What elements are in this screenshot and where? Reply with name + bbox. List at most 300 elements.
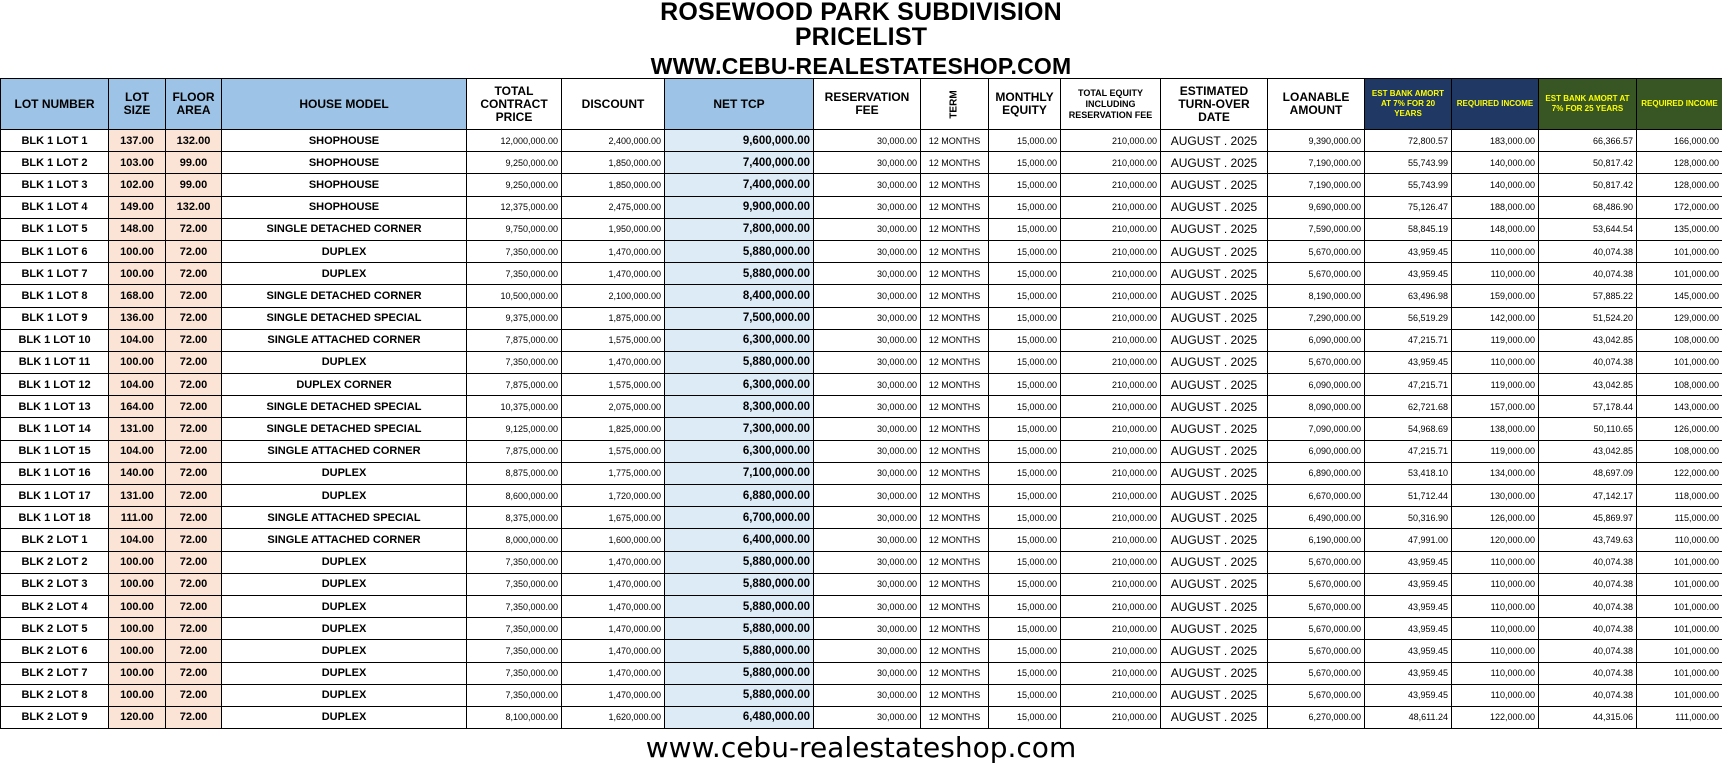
required-income-20-cell: 134,000.00 bbox=[1452, 462, 1539, 484]
header-total-equity: TOTAL EQUITY INCLUDING RESERVATION FEE bbox=[1061, 79, 1161, 130]
amort-25-years-cell: 50,817.42 bbox=[1539, 174, 1637, 196]
turnover-date-cell: AUGUST . 2025 bbox=[1161, 507, 1268, 529]
total-contract-price-cell: 8,100,000.00 bbox=[467, 706, 562, 728]
turnover-date-cell: AUGUST . 2025 bbox=[1161, 662, 1268, 684]
discount-cell: 1,720,000.00 bbox=[562, 485, 665, 507]
amort-20-years-cell: 58,845.19 bbox=[1365, 218, 1452, 240]
subdivision-title: ROSEWOOD PARK SUBDIVISION bbox=[660, 0, 1062, 26]
amort-20-years-cell: 43,959.45 bbox=[1365, 351, 1452, 373]
term-cell: 12 MONTHS bbox=[921, 529, 989, 551]
net-tcp-cell: 6,700,000.00 bbox=[665, 507, 814, 529]
total-contract-price-cell: 10,375,000.00 bbox=[467, 396, 562, 418]
total-equity-cell: 210,000.00 bbox=[1061, 662, 1161, 684]
lot-number-cell: BLK 2 LOT 8 bbox=[1, 684, 109, 706]
required-income-20-cell: 110,000.00 bbox=[1452, 640, 1539, 662]
total-contract-price-cell: 8,600,000.00 bbox=[467, 485, 562, 507]
table-row bbox=[1, 573, 1722, 595]
turnover-date-cell: AUGUST . 2025 bbox=[1161, 396, 1268, 418]
table-row bbox=[1, 706, 1722, 728]
discount-cell: 1,470,000.00 bbox=[562, 551, 665, 573]
total-contract-price-cell: 12,000,000.00 bbox=[467, 130, 562, 152]
total-equity-cell: 210,000.00 bbox=[1061, 240, 1161, 262]
pricelist-title: PRICELIST bbox=[794, 23, 928, 51]
header-required-income-20: REQUIRED INCOME bbox=[1452, 79, 1539, 130]
lot-number-cell: BLK 2 LOT 6 bbox=[1, 640, 109, 662]
floor-area-cell: 72.00 bbox=[166, 684, 222, 706]
net-tcp-cell: 5,880,000.00 bbox=[665, 640, 814, 662]
term-cell: 12 MONTHS bbox=[921, 351, 989, 373]
loanable-amount-cell: 9,690,000.00 bbox=[1268, 196, 1365, 218]
header-net-tcp: NET TCP bbox=[665, 79, 814, 130]
total-equity-cell: 210,000.00 bbox=[1061, 418, 1161, 440]
total-contract-price-cell: 8,875,000.00 bbox=[467, 462, 562, 484]
table-row bbox=[1, 218, 1722, 240]
total-equity-cell: 210,000.00 bbox=[1061, 595, 1161, 617]
amort-20-years-cell: 43,959.45 bbox=[1365, 551, 1452, 573]
discount-cell: 1,950,000.00 bbox=[562, 218, 665, 240]
turnover-date-cell: AUGUST . 2025 bbox=[1161, 263, 1268, 285]
required-income-20-cell: 110,000.00 bbox=[1452, 351, 1539, 373]
total-equity-cell: 210,000.00 bbox=[1061, 174, 1161, 196]
amort-20-years-cell: 48,611.24 bbox=[1365, 706, 1452, 728]
lot-number-cell: BLK 1 LOT 2 bbox=[1, 152, 109, 174]
discount-cell: 2,100,000.00 bbox=[562, 285, 665, 307]
lot-number-cell: BLK 1 LOT 10 bbox=[1, 329, 109, 351]
monthly-equity-cell: 15,000.00 bbox=[989, 595, 1061, 617]
total-contract-price-cell: 9,125,000.00 bbox=[467, 418, 562, 440]
reservation-fee-cell: 30,000.00 bbox=[814, 462, 921, 484]
floor-area-cell: 72.00 bbox=[166, 218, 222, 240]
net-tcp-cell: 7,400,000.00 bbox=[665, 174, 814, 196]
turnover-date-cell: AUGUST . 2025 bbox=[1161, 618, 1268, 640]
lot-number-cell: BLK 1 LOT 11 bbox=[1, 351, 109, 373]
lot-number-cell: BLK 2 LOT 1 bbox=[1, 529, 109, 551]
discount-cell: 1,470,000.00 bbox=[562, 263, 665, 285]
header-discount: DISCOUNT bbox=[562, 79, 665, 130]
amort-20-years-cell: 47,215.71 bbox=[1365, 329, 1452, 351]
total-equity-cell: 210,000.00 bbox=[1061, 396, 1161, 418]
header-monthly-equity: MONTHLY EQUITY bbox=[989, 79, 1061, 130]
discount-cell: 2,400,000.00 bbox=[562, 130, 665, 152]
monthly-equity-cell: 15,000.00 bbox=[989, 285, 1061, 307]
turnover-date-cell: AUGUST . 2025 bbox=[1161, 218, 1268, 240]
required-income-25-cell: 166,000.00 bbox=[1637, 130, 1722, 152]
house-model-cell: SINGLE DETACHED SPECIAL bbox=[222, 396, 467, 418]
lot-size-cell: 100.00 bbox=[109, 263, 166, 285]
amort-25-years-cell: 47,142.17 bbox=[1539, 485, 1637, 507]
turnover-date-cell: AUGUST . 2025 bbox=[1161, 462, 1268, 484]
amort-25-years-cell: 48,697.09 bbox=[1539, 462, 1637, 484]
turnover-date-cell: AUGUST . 2025 bbox=[1161, 152, 1268, 174]
required-income-20-cell: 110,000.00 bbox=[1452, 595, 1539, 617]
header-total-contract-price: TOTAL CONTRACT PRICE bbox=[467, 79, 562, 130]
house-model-cell: SINGLE DETACHED SPECIAL bbox=[222, 418, 467, 440]
total-contract-price-cell: 9,375,000.00 bbox=[467, 307, 562, 329]
reservation-fee-cell: 30,000.00 bbox=[814, 396, 921, 418]
loanable-amount-cell: 5,670,000.00 bbox=[1268, 684, 1365, 706]
net-tcp-cell: 5,880,000.00 bbox=[665, 595, 814, 617]
reservation-fee-cell: 30,000.00 bbox=[814, 218, 921, 240]
table-row bbox=[1, 462, 1722, 484]
discount-cell: 1,600,000.00 bbox=[562, 529, 665, 551]
discount-cell: 1,575,000.00 bbox=[562, 374, 665, 396]
amort-20-years-cell: 43,959.45 bbox=[1365, 640, 1452, 662]
required-income-20-cell: 119,000.00 bbox=[1452, 440, 1539, 462]
amort-25-years-cell: 66,366.57 bbox=[1539, 130, 1637, 152]
table-row bbox=[1, 174, 1722, 196]
total-equity-cell: 210,000.00 bbox=[1061, 285, 1161, 307]
total-equity-cell: 210,000.00 bbox=[1061, 706, 1161, 728]
required-income-25-cell: 145,000.00 bbox=[1637, 285, 1722, 307]
table-row bbox=[1, 551, 1722, 573]
monthly-equity-cell: 15,000.00 bbox=[989, 618, 1061, 640]
lot-size-cell: 100.00 bbox=[109, 351, 166, 373]
header-turnover-date: ESTIMATED TURN-OVER DATE bbox=[1161, 79, 1268, 130]
loanable-amount-cell: 5,670,000.00 bbox=[1268, 595, 1365, 617]
pricelist-table bbox=[0, 78, 1722, 729]
required-income-25-cell: 101,000.00 bbox=[1637, 573, 1722, 595]
table-header bbox=[1, 79, 1722, 130]
required-income-25-cell: 101,000.00 bbox=[1637, 240, 1722, 262]
term-cell: 12 MONTHS bbox=[921, 374, 989, 396]
lot-size-cell: 104.00 bbox=[109, 329, 166, 351]
amort-25-years-cell: 53,644.54 bbox=[1539, 218, 1637, 240]
lot-number-cell: BLK 1 LOT 13 bbox=[1, 396, 109, 418]
table-row bbox=[1, 130, 1722, 152]
house-model-cell: SINGLE ATTACHED SPECIAL bbox=[222, 507, 467, 529]
table-row bbox=[1, 396, 1722, 418]
lot-number-cell: BLK 1 LOT 1 bbox=[1, 130, 109, 152]
term-cell: 12 MONTHS bbox=[921, 640, 989, 662]
lot-size-cell: 104.00 bbox=[109, 374, 166, 396]
table-row bbox=[1, 329, 1722, 351]
loanable-amount-cell: 5,670,000.00 bbox=[1268, 240, 1365, 262]
discount-cell: 1,575,000.00 bbox=[562, 329, 665, 351]
header-reservation-fee: RESERVATION FEE bbox=[814, 79, 921, 130]
net-tcp-cell: 7,800,000.00 bbox=[665, 218, 814, 240]
total-contract-price-cell: 7,350,000.00 bbox=[467, 684, 562, 706]
term-cell: 12 MONTHS bbox=[921, 462, 989, 484]
loanable-amount-cell: 6,090,000.00 bbox=[1268, 329, 1365, 351]
monthly-equity-cell: 15,000.00 bbox=[989, 351, 1061, 373]
amort-25-years-cell: 43,042.85 bbox=[1539, 374, 1637, 396]
reservation-fee-cell: 30,000.00 bbox=[814, 507, 921, 529]
lot-size-cell: 120.00 bbox=[109, 706, 166, 728]
lot-size-cell: 131.00 bbox=[109, 418, 166, 440]
total-contract-price-cell: 12,375,000.00 bbox=[467, 196, 562, 218]
loanable-amount-cell: 5,670,000.00 bbox=[1268, 618, 1365, 640]
table-row bbox=[1, 263, 1722, 285]
reservation-fee-cell: 30,000.00 bbox=[814, 240, 921, 262]
floor-area-cell: 132.00 bbox=[166, 130, 222, 152]
loanable-amount-cell: 6,670,000.00 bbox=[1268, 485, 1365, 507]
amort-25-years-cell: 51,524.20 bbox=[1539, 307, 1637, 329]
table-row bbox=[1, 240, 1722, 262]
monthly-equity-cell: 15,000.00 bbox=[989, 130, 1061, 152]
reservation-fee-cell: 30,000.00 bbox=[814, 640, 921, 662]
required-income-20-cell: 140,000.00 bbox=[1452, 152, 1539, 174]
total-equity-cell: 210,000.00 bbox=[1061, 152, 1161, 174]
house-model-cell: SHOPHOUSE bbox=[222, 196, 467, 218]
total-equity-cell: 210,000.00 bbox=[1061, 374, 1161, 396]
total-equity-cell: 210,000.00 bbox=[1061, 618, 1161, 640]
table-row bbox=[1, 440, 1722, 462]
monthly-equity-cell: 15,000.00 bbox=[989, 174, 1061, 196]
discount-cell: 1,675,000.00 bbox=[562, 507, 665, 529]
loanable-amount-cell: 8,090,000.00 bbox=[1268, 396, 1365, 418]
floor-area-cell: 72.00 bbox=[166, 462, 222, 484]
header-loanable-amount: LOANABLE AMOUNT bbox=[1268, 79, 1365, 130]
required-income-20-cell: 110,000.00 bbox=[1452, 573, 1539, 595]
lot-size-cell: 104.00 bbox=[109, 440, 166, 462]
net-tcp-cell: 6,300,000.00 bbox=[665, 374, 814, 396]
floor-area-cell: 72.00 bbox=[166, 440, 222, 462]
monthly-equity-cell: 15,000.00 bbox=[989, 374, 1061, 396]
amort-20-years-cell: 50,316.90 bbox=[1365, 507, 1452, 529]
floor-area-cell: 72.00 bbox=[166, 573, 222, 595]
total-contract-price-cell: 7,350,000.00 bbox=[467, 240, 562, 262]
term-cell: 12 MONTHS bbox=[921, 285, 989, 307]
required-income-25-cell: 110,000.00 bbox=[1637, 529, 1722, 551]
total-equity-cell: 210,000.00 bbox=[1061, 329, 1161, 351]
net-tcp-cell: 6,300,000.00 bbox=[665, 329, 814, 351]
term-cell: 12 MONTHS bbox=[921, 507, 989, 529]
term-cell: 12 MONTHS bbox=[921, 418, 989, 440]
header-house-model: HOUSE MODEL bbox=[222, 79, 467, 130]
amort-20-years-cell: 43,959.45 bbox=[1365, 618, 1452, 640]
reservation-fee-cell: 30,000.00 bbox=[814, 618, 921, 640]
required-income-25-cell: 143,000.00 bbox=[1637, 396, 1722, 418]
floor-area-cell: 72.00 bbox=[166, 263, 222, 285]
amort-25-years-cell: 50,817.42 bbox=[1539, 152, 1637, 174]
amort-25-years-cell: 57,178.44 bbox=[1539, 396, 1637, 418]
turnover-date-cell: AUGUST . 2025 bbox=[1161, 329, 1268, 351]
discount-cell: 1,850,000.00 bbox=[562, 152, 665, 174]
discount-cell: 1,775,000.00 bbox=[562, 462, 665, 484]
title-block bbox=[0, 0, 1722, 78]
lot-number-cell: BLK 1 LOT 3 bbox=[1, 174, 109, 196]
lot-number-cell: BLK 1 LOT 6 bbox=[1, 240, 109, 262]
required-income-20-cell: 120,000.00 bbox=[1452, 529, 1539, 551]
term-cell: 12 MONTHS bbox=[921, 130, 989, 152]
required-income-25-cell: 101,000.00 bbox=[1637, 684, 1722, 706]
required-income-20-cell: 130,000.00 bbox=[1452, 485, 1539, 507]
loanable-amount-cell: 5,670,000.00 bbox=[1268, 640, 1365, 662]
required-income-20-cell: 110,000.00 bbox=[1452, 263, 1539, 285]
total-contract-price-cell: 9,250,000.00 bbox=[467, 174, 562, 196]
required-income-25-cell: 111,000.00 bbox=[1637, 706, 1722, 728]
house-model-cell: DUPLEX bbox=[222, 640, 467, 662]
total-equity-cell: 210,000.00 bbox=[1061, 573, 1161, 595]
lot-size-cell: 100.00 bbox=[109, 662, 166, 684]
floor-area-cell: 72.00 bbox=[166, 551, 222, 573]
floor-area-cell: 72.00 bbox=[166, 618, 222, 640]
amort-25-years-cell: 40,074.38 bbox=[1539, 684, 1637, 706]
monthly-equity-cell: 15,000.00 bbox=[989, 307, 1061, 329]
lot-size-cell: 102.00 bbox=[109, 174, 166, 196]
lot-size-cell: 100.00 bbox=[109, 640, 166, 662]
turnover-date-cell: AUGUST . 2025 bbox=[1161, 551, 1268, 573]
term-cell: 12 MONTHS bbox=[921, 329, 989, 351]
header-row bbox=[1, 79, 1722, 130]
monthly-equity-cell: 15,000.00 bbox=[989, 706, 1061, 728]
table-row bbox=[1, 507, 1722, 529]
turnover-date-cell: AUGUST . 2025 bbox=[1161, 529, 1268, 551]
loanable-amount-cell: 6,270,000.00 bbox=[1268, 706, 1365, 728]
amort-20-years-cell: 43,959.45 bbox=[1365, 263, 1452, 285]
monthly-equity-cell: 15,000.00 bbox=[989, 196, 1061, 218]
total-equity-cell: 210,000.00 bbox=[1061, 440, 1161, 462]
total-contract-price-cell: 7,350,000.00 bbox=[467, 595, 562, 617]
lot-number-cell: BLK 1 LOT 7 bbox=[1, 263, 109, 285]
table-row bbox=[1, 595, 1722, 617]
required-income-20-cell: 110,000.00 bbox=[1452, 551, 1539, 573]
house-model-cell: DUPLEX bbox=[222, 263, 467, 285]
floor-area-cell: 72.00 bbox=[166, 307, 222, 329]
total-equity-cell: 210,000.00 bbox=[1061, 351, 1161, 373]
turnover-date-cell: AUGUST . 2025 bbox=[1161, 418, 1268, 440]
lot-number-cell: BLK 1 LOT 9 bbox=[1, 307, 109, 329]
turnover-date-cell: AUGUST . 2025 bbox=[1161, 196, 1268, 218]
monthly-equity-cell: 15,000.00 bbox=[989, 440, 1061, 462]
total-equity-cell: 210,000.00 bbox=[1061, 263, 1161, 285]
reservation-fee-cell: 30,000.00 bbox=[814, 418, 921, 440]
turnover-date-cell: AUGUST . 2025 bbox=[1161, 595, 1268, 617]
term-cell: 12 MONTHS bbox=[921, 618, 989, 640]
lot-number-cell: BLK 1 LOT 18 bbox=[1, 507, 109, 529]
header-lot-size: LOT SIZE bbox=[109, 79, 166, 130]
amort-20-years-cell: 62,721.68 bbox=[1365, 396, 1452, 418]
total-contract-price-cell: 7,350,000.00 bbox=[467, 551, 562, 573]
amort-20-years-cell: 47,215.71 bbox=[1365, 440, 1452, 462]
lot-size-cell: 100.00 bbox=[109, 618, 166, 640]
turnover-date-cell: AUGUST . 2025 bbox=[1161, 240, 1268, 262]
amort-25-years-cell: 44,315.06 bbox=[1539, 706, 1637, 728]
reservation-fee-cell: 30,000.00 bbox=[814, 684, 921, 706]
house-model-cell: SHOPHOUSE bbox=[222, 174, 467, 196]
reservation-fee-cell: 30,000.00 bbox=[814, 573, 921, 595]
amort-25-years-cell: 57,885.22 bbox=[1539, 285, 1637, 307]
net-tcp-cell: 6,880,000.00 bbox=[665, 485, 814, 507]
required-income-25-cell: 115,000.00 bbox=[1637, 507, 1722, 529]
table-row bbox=[1, 152, 1722, 174]
lot-size-cell: 111.00 bbox=[109, 507, 166, 529]
term-cell: 12 MONTHS bbox=[921, 263, 989, 285]
term-cell: 12 MONTHS bbox=[921, 684, 989, 706]
reservation-fee-cell: 30,000.00 bbox=[814, 595, 921, 617]
loanable-amount-cell: 7,190,000.00 bbox=[1268, 152, 1365, 174]
loanable-amount-cell: 7,090,000.00 bbox=[1268, 418, 1365, 440]
discount-cell: 1,470,000.00 bbox=[562, 573, 665, 595]
total-contract-price-cell: 9,250,000.00 bbox=[467, 152, 562, 174]
monthly-equity-cell: 15,000.00 bbox=[989, 152, 1061, 174]
required-income-25-cell: 118,000.00 bbox=[1637, 485, 1722, 507]
floor-area-cell: 72.00 bbox=[166, 706, 222, 728]
reservation-fee-cell: 30,000.00 bbox=[814, 196, 921, 218]
turnover-date-cell: AUGUST . 2025 bbox=[1161, 706, 1268, 728]
reservation-fee-cell: 30,000.00 bbox=[814, 374, 921, 396]
header-amort-20-years: EST BANK AMORT AT 7% FOR 20 YEARS bbox=[1365, 79, 1452, 130]
reservation-fee-cell: 30,000.00 bbox=[814, 706, 921, 728]
required-income-20-cell: 142,000.00 bbox=[1452, 307, 1539, 329]
footer-url: www.cebu-realestateshop.com bbox=[645, 731, 1077, 764]
floor-area-cell: 72.00 bbox=[166, 351, 222, 373]
website-title: WWW.CEBU-REALESTATESHOP.COM bbox=[650, 53, 1072, 79]
total-contract-price-cell: 8,000,000.00 bbox=[467, 529, 562, 551]
required-income-25-cell: 101,000.00 bbox=[1637, 640, 1722, 662]
total-equity-cell: 210,000.00 bbox=[1061, 684, 1161, 706]
net-tcp-cell: 5,880,000.00 bbox=[665, 662, 814, 684]
table-row bbox=[1, 374, 1722, 396]
reservation-fee-cell: 30,000.00 bbox=[814, 351, 921, 373]
amort-20-years-cell: 55,743.99 bbox=[1365, 152, 1452, 174]
reservation-fee-cell: 30,000.00 bbox=[814, 285, 921, 307]
total-contract-price-cell: 10,500,000.00 bbox=[467, 285, 562, 307]
monthly-equity-cell: 15,000.00 bbox=[989, 240, 1061, 262]
lot-number-cell: BLK 1 LOT 4 bbox=[1, 196, 109, 218]
required-income-25-cell: 108,000.00 bbox=[1637, 374, 1722, 396]
amort-25-years-cell: 40,074.38 bbox=[1539, 640, 1637, 662]
required-income-25-cell: 101,000.00 bbox=[1637, 263, 1722, 285]
term-cell: 12 MONTHS bbox=[921, 595, 989, 617]
house-model-cell: DUPLEX bbox=[222, 662, 467, 684]
required-income-25-cell: 101,000.00 bbox=[1637, 351, 1722, 373]
floor-area-cell: 72.00 bbox=[166, 507, 222, 529]
net-tcp-cell: 7,400,000.00 bbox=[665, 152, 814, 174]
lot-size-cell: 164.00 bbox=[109, 396, 166, 418]
lot-size-cell: 100.00 bbox=[109, 684, 166, 706]
discount-cell: 1,470,000.00 bbox=[562, 240, 665, 262]
required-income-25-cell: 101,000.00 bbox=[1637, 595, 1722, 617]
lot-number-cell: BLK 1 LOT 8 bbox=[1, 285, 109, 307]
required-income-20-cell: 157,000.00 bbox=[1452, 396, 1539, 418]
loanable-amount-cell: 8,190,000.00 bbox=[1268, 285, 1365, 307]
loanable-amount-cell: 5,670,000.00 bbox=[1268, 263, 1365, 285]
discount-cell: 1,470,000.00 bbox=[562, 595, 665, 617]
header-term-label: TERM bbox=[949, 89, 960, 119]
lot-number-cell: BLK 2 LOT 2 bbox=[1, 551, 109, 573]
reservation-fee-cell: 30,000.00 bbox=[814, 440, 921, 462]
amort-20-years-cell: 63,496.98 bbox=[1365, 285, 1452, 307]
turnover-date-cell: AUGUST . 2025 bbox=[1161, 374, 1268, 396]
net-tcp-cell: 9,600,000.00 bbox=[665, 130, 814, 152]
monthly-equity-cell: 15,000.00 bbox=[989, 418, 1061, 440]
amort-20-years-cell: 43,959.45 bbox=[1365, 662, 1452, 684]
net-tcp-cell: 5,880,000.00 bbox=[665, 573, 814, 595]
lot-size-cell: 148.00 bbox=[109, 218, 166, 240]
required-income-25-cell: 128,000.00 bbox=[1637, 174, 1722, 196]
net-tcp-cell: 5,880,000.00 bbox=[665, 240, 814, 262]
house-model-cell: DUPLEX bbox=[222, 573, 467, 595]
amort-25-years-cell: 43,042.85 bbox=[1539, 329, 1637, 351]
monthly-equity-cell: 15,000.00 bbox=[989, 684, 1061, 706]
loanable-amount-cell: 5,670,000.00 bbox=[1268, 551, 1365, 573]
floor-area-cell: 72.00 bbox=[166, 374, 222, 396]
amort-20-years-cell: 43,959.45 bbox=[1365, 595, 1452, 617]
lot-size-cell: 103.00 bbox=[109, 152, 166, 174]
turnover-date-cell: AUGUST . 2025 bbox=[1161, 684, 1268, 706]
loanable-amount-cell: 7,590,000.00 bbox=[1268, 218, 1365, 240]
discount-cell: 1,470,000.00 bbox=[562, 618, 665, 640]
floor-area-cell: 99.00 bbox=[166, 174, 222, 196]
net-tcp-cell: 7,500,000.00 bbox=[665, 307, 814, 329]
turnover-date-cell: AUGUST . 2025 bbox=[1161, 440, 1268, 462]
discount-cell: 1,470,000.00 bbox=[562, 640, 665, 662]
lot-size-cell: 131.00 bbox=[109, 485, 166, 507]
lot-size-cell: 140.00 bbox=[109, 462, 166, 484]
term-cell: 12 MONTHS bbox=[921, 240, 989, 262]
loanable-amount-cell: 5,670,000.00 bbox=[1268, 573, 1365, 595]
